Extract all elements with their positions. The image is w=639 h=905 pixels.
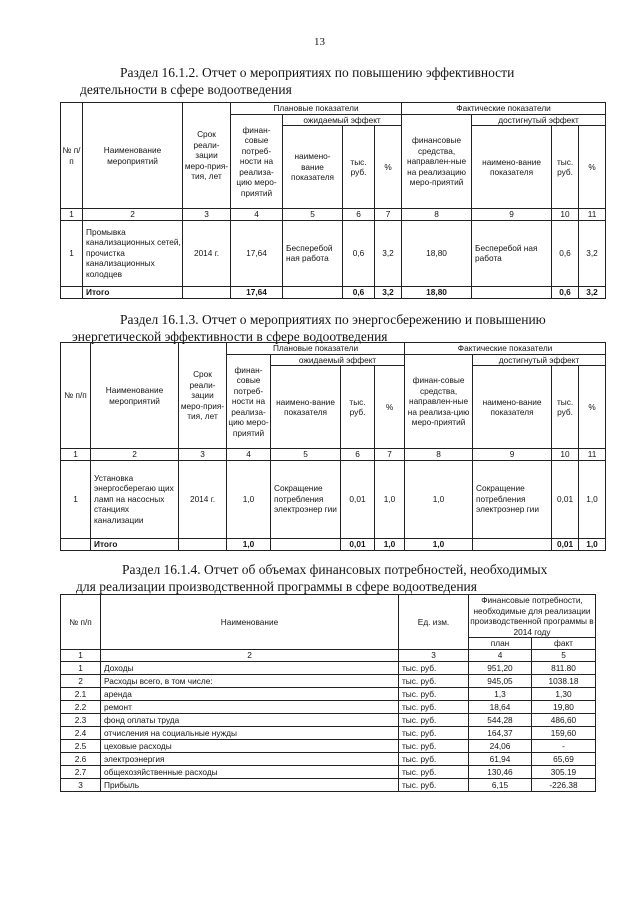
col-header-name: Наименование [101,595,399,650]
section-heading-16-1-4: Раздел 16.1.4. Отчет об объемах финансовых потребностей, необходимых для реализации производственной программы в сфере водоотведения [76,562,548,594]
column-number-row: 1 2 3 4 5 6 7 8 9 10 11 [61,209,606,221]
col-header-fact-eff-pct: % [579,126,606,209]
col-header-term: Срок реали-зации меро-прия-тия, лет [179,343,227,449]
table-row: 1 Промывка канализационных сетей, прочистка канализационных колодцев 2014 г. 17,64 Бесперебой ная работа 0,6 3,2 18,80 Бесперебой ная работа 0,6 3,2 [61,220,606,286]
col-header-plan-eff-name: наимено-вание показателя [283,126,343,209]
table-row: 1 Доходы тыс. руб. 951,20 811.80 [61,662,596,675]
col-group-fact-effect: достигнутый эффект [472,114,606,126]
col-header-num: № п/п [61,595,101,650]
table-energy-saving-measures [60,342,606,551]
table-row: 2.2 ремонт тыс. руб. 18,64 19,80 [61,701,596,714]
table-row: 2.6 электроэнергия тыс. руб. 61,94 65,69 [61,753,596,766]
col-group-fact: Фактические показатели [405,343,606,355]
section-heading-16-1-3: Раздел 16.1.3. Отчет о мероприятиях по энергосбережению и повышению энергетической эффективности в сфере водоотведения [72,312,546,344]
table-row: 2 Расходы всего, в том числе: тыс. руб. 945,05 1038.18 [61,675,596,688]
total-row: Итого 17,64 0,6 3,2 18,80 0,6 3,2 [61,286,606,298]
table-row: 2.4 отчисления на социальные нужды тыс. руб. 164,37 159,60 [61,727,596,740]
col-header-plan-eff-pct: % [375,366,405,449]
col-header-fact-eff-pct: % [579,366,606,449]
col-header-name: Наименование мероприятий [83,103,183,209]
column-number-row: 1 2 3 4 5 6 7 8 9 10 11 [61,449,606,461]
section-heading-16-1-2: Раздел 16.1.2. Отчет о мероприятиях по повышению эффективности деятельности в сфере водоотведения [80,65,515,97]
table-row: 2.3 фонд оплаты труда тыс. руб. 544,28 486,60 [61,714,596,727]
table-row: 2.5 цеховые расходы тыс. руб. 24,06 - [61,740,596,753]
col-header-plan-eff-pct: % [375,126,402,209]
col-header-plan-eff-rub: тыс. руб. [343,126,375,209]
col-header-name: Наименование мероприятий [91,343,179,449]
col-header-fact-eff-name: наимено-вание показателя [472,126,552,209]
col-header-plan-eff-name: наимено-вание показателя [271,366,341,449]
col-group-plan-effect: ожидаемый эффект [271,354,405,366]
col-header-fact-funds: финансовые средства, направлен-ные на реализацию меро-приятий [402,114,472,209]
col-group-plan-effect: ожидаемый эффект [283,114,402,126]
col-header-fact-eff-rub: тыс. руб. [552,366,579,449]
table-row: 2.7 общехозяйственные расходы тыс. руб. 130,46 305.19 [61,766,596,779]
col-group-financial-needs: Финансовые потребности, необходимые для реализации производственной программы в 2014 году [470,595,594,637]
col-header-num: № п/ п [61,103,83,209]
col-header-num: № п/п [61,343,91,449]
table-row: 2.1 аренда тыс. руб. 1,3 1,30 [61,688,596,701]
table-row: 1 Установка энергосберегаю щих ламп на насосных станциях канализации 2014 г. 1,0 Сокращение потребления электроэнер гии 0,01 1,0 1,0 Сокращение потребления электроэнер гии 0,01 1,0 [61,460,606,538]
col-group-fact: Фактические показатели [402,103,606,115]
col-header-plan-funds: финан-совые потреб-ности на реализа-цию меро-приятий [231,114,283,209]
col-header-plan: план [469,638,532,650]
table-efficiency-measures [60,102,606,299]
table-row: 3 Прибыль тыс. руб. 6,15 -226.38 [61,779,596,792]
col-header-fact-eff-rub: тыс. руб. [552,126,579,209]
page-number: 13 [314,36,325,48]
column-number-row: 1 2 3 4 5 [61,650,596,662]
col-group-plan: Плановые показатели [227,343,405,355]
col-header-fact: факт [532,638,596,650]
col-header-unit: Ед. изм. [399,595,469,650]
col-header-term: Срок реали-зации меро-прия-тия, лет [183,103,231,209]
col-header-fact-funds: финан-совые средства, направлен-ные на реализа-цию меро-приятий [405,354,473,449]
col-group-plan: Плановые показатели [231,103,402,115]
col-header-plan-funds: финан-совые потреб-ности на реализа-цию меро-приятий [227,354,271,449]
table-financial-needs [60,594,596,792]
col-header-plan-eff-rub: тыс. руб. [341,366,375,449]
total-row: Итого 1,0 0,01 1,0 1,0 0,01 1,0 [61,538,606,550]
col-group-fact-effect: достигнутый эффект [473,354,606,366]
col-header-fact-eff-name: наимено-вание показателя [473,366,552,449]
